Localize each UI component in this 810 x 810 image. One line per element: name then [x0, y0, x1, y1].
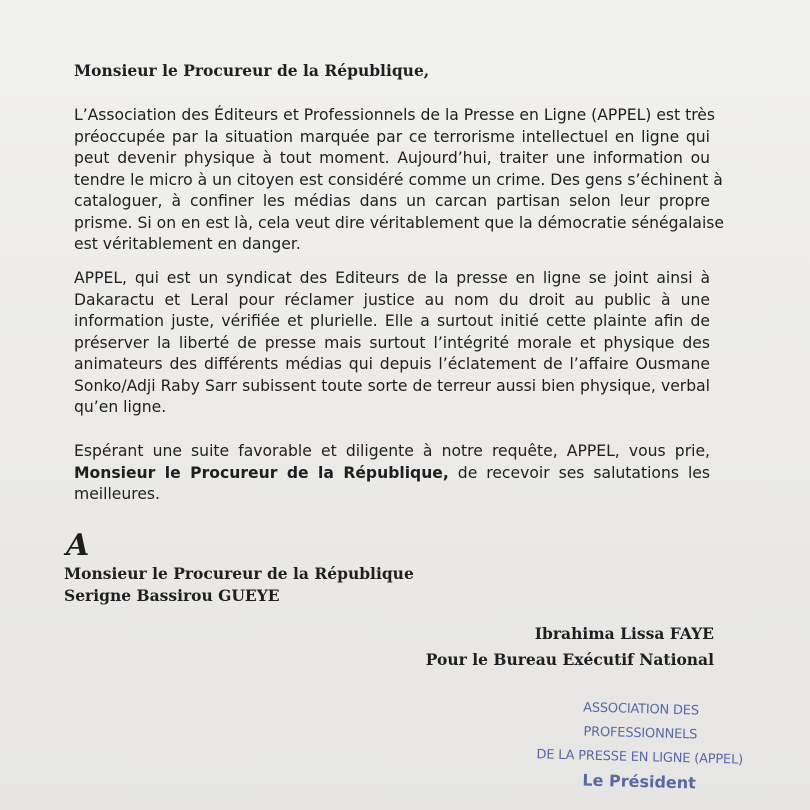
- addressee-name: Serigne Bassirou GUEYE: [64, 586, 280, 605]
- addressee-block: [64, 563, 414, 607]
- paragraph-1: [74, 105, 725, 256]
- salutation: Monsieur le Procureur de la République,: [74, 61, 430, 80]
- signatory-name: Ibrahima Lissa FAYE: [534, 624, 714, 643]
- paragraph-1-line: cataloguer, à confiner les médias dans un carcan partisan selon leur propre: [74, 192, 710, 210]
- paragraph-2-line: préserver la liberté de presse mais surtout l’intégrité morale et physique des: [74, 333, 710, 352]
- stamp-line-1: ASSOCIATION DES PROFESSIONNELS: [582, 700, 700, 743]
- paragraph-1-line: est véritablement en danger.: [74, 235, 301, 253]
- paragraph-3: [74, 441, 710, 506]
- paragraph-1-line: prisme. Si on en est là, cela veut dire véritablement que la démocratie sénégalaise: [74, 213, 725, 232]
- paragraph-2-line: qu’en ligne.: [74, 398, 167, 416]
- paragraph-2-line: animateurs des différents médias qui depuis l’éclatement de l’affaire Ousmane: [74, 355, 710, 373]
- signatory-block: [426, 621, 714, 673]
- paragraph-2: [74, 268, 710, 419]
- paragraph-2-line: Sonko/Adji Raby Sarr subissent toute sorte de terreur aussi bien physique, verbal: [74, 376, 710, 395]
- paragraph-2-line: Dakaractu et Leral pour réclamer justice au nom du droit au public à une: [74, 290, 710, 309]
- association-stamp: [529, 695, 751, 799]
- paragraph-1-line: tendre le micro à un citoyen est considéré comme un crime. Des gens s’échinent à: [74, 170, 723, 189]
- paragraph-1-line: peut devenir physique à tout moment. Aujourd’hui, traiter une information ou: [74, 149, 710, 167]
- paragraph-3-line-rest: de recevoir ses salutations les: [448, 463, 710, 482]
- paragraph-3-bold-title: Monsieur le Procureur de la République,: [74, 463, 449, 482]
- paragraph-3-line: [74, 463, 710, 485]
- paragraph-2-line: information juste, vérifiée et plurielle. Elle a surtout initié cette plainte afin de: [74, 312, 710, 330]
- stamp-line-2: DE LA PRESSE EN LIGNE (APPEL): [536, 747, 744, 768]
- addressee-title: Monsieur le Procureur de la République: [64, 564, 414, 583]
- paragraph-1-line: L’Association des Éditeurs et Professionnels de la Presse en Ligne (APPEL) est très: [74, 106, 716, 124]
- paragraph-1-line: préoccupée par la situation marquée par ce terrorisme intellectuel en ligne qui: [74, 127, 710, 146]
- a-mark: A: [66, 528, 90, 563]
- paragraph-2-line: APPEL, qui est un syndicat des Editeurs de la presse en ligne se joint ainsi à: [74, 269, 710, 287]
- stamp-line-3: Le Président: [582, 770, 697, 793]
- signatory-role: Pour le Bureau Exécutif National: [425, 650, 714, 669]
- paragraph-3-line: Espérant une suite favorable et diligente à notre requête, APPEL, vous prie,: [74, 442, 710, 460]
- paragraph-3-line: meilleures.: [74, 485, 161, 503]
